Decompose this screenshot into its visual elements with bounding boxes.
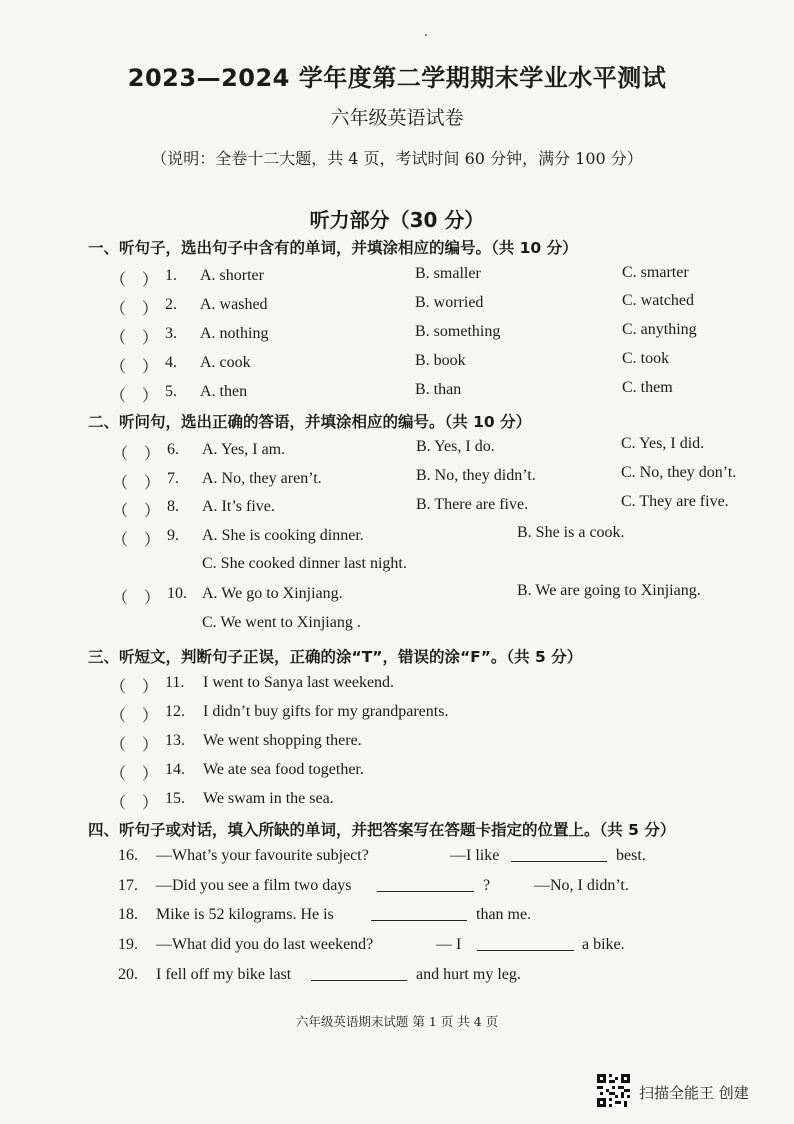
scanner-brand-label: 扫描全能王 创建 <box>639 1084 749 1102</box>
answer-paren-open: （ <box>110 301 127 318</box>
answer-paren-open: （ <box>112 503 129 520</box>
question-number: 14. <box>165 761 185 778</box>
answer-blank[interactable] <box>311 966 407 981</box>
option-b: B. smaller <box>415 265 481 282</box>
option-a: A. washed <box>200 296 268 313</box>
option-c: C. watched <box>622 292 694 309</box>
answer-paren-close: ） <box>142 737 159 754</box>
statement-text: We went shopping there. <box>203 732 362 749</box>
option-c: C. them <box>622 379 673 396</box>
question-number: 4. <box>165 354 177 371</box>
answer-paren-close: ） <box>142 359 159 376</box>
question-number: 13. <box>165 732 185 749</box>
answer-paren-close: ） <box>142 795 159 812</box>
answer-text: —I like <box>450 847 500 864</box>
exam-title: 2023—2024 学年度第二学期期末学业水平测试 <box>127 64 667 92</box>
answer-paren-close: ） <box>142 330 159 347</box>
answer-paren-close: ） <box>144 532 161 549</box>
exam-subtitle: 六年级英语试卷 <box>330 107 464 129</box>
answer-blank[interactable] <box>371 906 467 921</box>
question-text: I fell off my bike last <box>156 966 292 983</box>
question-number: 7. <box>167 470 179 487</box>
question-text-end: best. <box>616 847 646 864</box>
section-4-heading: 四、听句子或对话，填入所缺的单词，并把答案写在答题卡指定的位置上。（共 5 分） <box>88 821 676 839</box>
answer-paren-close: ） <box>142 766 159 783</box>
option-c: C. took <box>622 350 670 367</box>
option-a: A. nothing <box>200 325 269 342</box>
answer-paren-close: ） <box>144 446 161 463</box>
option-b: B. something <box>415 323 501 340</box>
answer-paren-open: （ <box>112 446 129 463</box>
answer-paren-close: ） <box>142 301 159 318</box>
question-number: 12. <box>165 703 185 720</box>
answer-paren-open: （ <box>110 737 127 754</box>
answer-paren-open: （ <box>110 766 127 783</box>
question-text-end: than me. <box>476 906 532 923</box>
statement-text: I didn’t buy gifts for my grandparents. <box>203 703 449 720</box>
statement-text: We swam in the sea. <box>203 790 334 807</box>
option-b: B. Yes, I do. <box>416 438 495 455</box>
answer-paren-close: ） <box>142 679 159 696</box>
option-c: C. No, they don’t. <box>621 464 737 481</box>
question-number: 17. <box>118 877 138 894</box>
option-b: B. than <box>415 381 462 398</box>
scan-dot <box>425 34 427 36</box>
question-text: —What did you do last weekend? <box>156 936 374 953</box>
exam-instructions: （说明：全卷十二大题，共 4 页，考试时间 60 分钟，满分 100 分） <box>151 149 643 168</box>
question-mark: ? <box>483 877 491 894</box>
question-number: 16. <box>118 847 138 864</box>
qr-code-icon <box>597 1074 630 1107</box>
question-number: 19. <box>118 936 138 953</box>
answer-text: —No, I didn’t. <box>534 877 629 894</box>
question-number: 11. <box>165 674 185 691</box>
answer-paren-open: （ <box>112 590 129 607</box>
option-c: C. They are five. <box>621 493 729 510</box>
answer-paren-open: （ <box>110 272 127 289</box>
option-c: C. anything <box>622 321 697 338</box>
question-number: 8. <box>167 498 179 515</box>
option-b: B. There are five. <box>416 496 529 513</box>
option-b: B. worried <box>415 294 484 311</box>
option-a: A. Yes, I am. <box>202 441 286 458</box>
option-a: A. We go to Xinjiang. <box>202 585 343 602</box>
question-text-end: and hurt my leg. <box>416 966 521 983</box>
answer-paren-open: （ <box>110 359 127 376</box>
section-1-heading: 一、听句子，选出句子中含有的单词，并填涂相应的编号。（共 10 分） <box>88 239 578 257</box>
answer-blank[interactable] <box>377 877 474 892</box>
option-a: A. shorter <box>200 267 264 284</box>
question-number: 20. <box>118 966 138 983</box>
answer-paren-open: （ <box>112 475 129 492</box>
question-text: Mike is 52 kilograms. He is <box>156 906 334 923</box>
answer-paren-open: （ <box>110 330 127 347</box>
section-2-heading: 二、听问句，选出正确的答语，并填涂相应的编号。（共 10 分） <box>88 413 532 431</box>
answer-paren-open: （ <box>110 708 127 725</box>
question-number: 2. <box>165 296 177 313</box>
answer-paren-close: ） <box>142 272 159 289</box>
option-c: C. Yes, I did. <box>621 435 705 452</box>
option-c: C. smarter <box>622 264 689 281</box>
question-number: 15. <box>165 790 185 807</box>
question-number: 9. <box>167 527 179 544</box>
question-text-end: a bike. <box>582 936 625 953</box>
answer-paren-open: （ <box>110 795 127 812</box>
statement-text: I went to Sanya last weekend. <box>203 674 395 691</box>
question-text: —What’s your favourite subject? <box>156 847 369 864</box>
option-b: B. She is a cook. <box>517 524 625 541</box>
answer-paren-open: （ <box>110 679 127 696</box>
answer-paren-close: ） <box>144 590 161 607</box>
answer-paren-close: ） <box>142 708 159 725</box>
listening-part-title: 听力部分（30 分） <box>309 208 485 232</box>
question-number: 18. <box>118 906 138 923</box>
question-number: 10. <box>167 585 187 602</box>
option-c: C. We went to Xinjiang . <box>202 614 361 631</box>
question-number: 1. <box>165 267 177 284</box>
option-b: B. We are going to Xinjiang. <box>517 582 701 599</box>
question-text: —Did you see a film two days <box>156 877 352 894</box>
answer-paren-close: ） <box>142 388 159 405</box>
option-b: B. book <box>415 352 466 369</box>
page-footer: 六年级英语期末试题 第 1 页 共 4 页 <box>295 1014 499 1029</box>
question-number: 6. <box>167 441 179 458</box>
option-b: B. No, they didn’t. <box>416 467 536 484</box>
option-a: A. No, they aren’t. <box>202 470 322 487</box>
option-a: A. She is cooking dinner. <box>202 527 364 544</box>
section-3-heading: 三、听短文，判断句子正误，正确的涂“T”，错误的涂“F”。（共 5 分） <box>88 648 583 666</box>
answer-paren-open: （ <box>112 532 129 549</box>
answer-paren-close: ） <box>144 475 161 492</box>
option-a: A. It’s five. <box>202 498 275 515</box>
option-c: C. She cooked dinner last night. <box>202 555 407 572</box>
option-a: A. cook <box>200 354 251 371</box>
answer-blank[interactable] <box>511 847 607 862</box>
answer-paren-open: （ <box>110 388 127 405</box>
answer-blank[interactable] <box>477 936 574 951</box>
statement-text: We ate sea food together. <box>203 761 364 778</box>
question-number: 5. <box>165 383 177 400</box>
answer-text: — I <box>436 936 462 953</box>
option-a: A. then <box>200 383 248 400</box>
question-number: 3. <box>165 325 177 342</box>
answer-paren-close: ） <box>144 503 161 520</box>
